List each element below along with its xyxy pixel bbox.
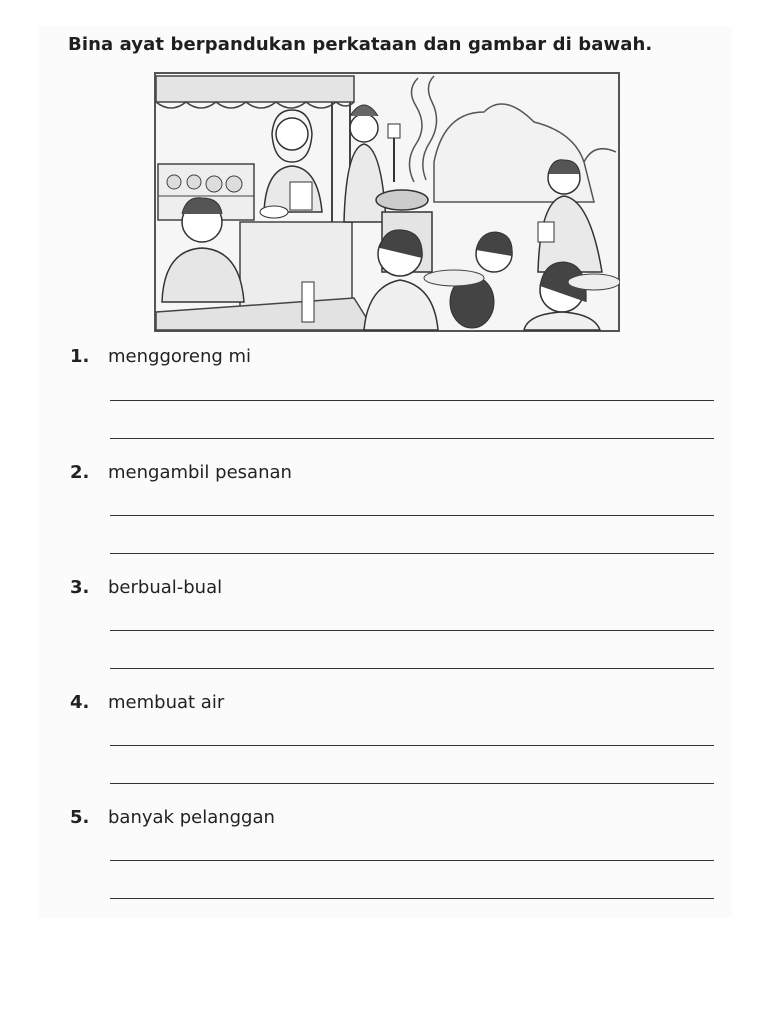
answer-line[interactable] [110, 783, 714, 784]
question-number: 5. [70, 807, 90, 828]
question-phrase: banyak pelanggan [108, 807, 275, 828]
question-number: 3. [70, 577, 90, 598]
answer-line[interactable] [110, 630, 714, 631]
answer-line[interactable] [110, 898, 714, 899]
question-number: 4. [70, 692, 90, 713]
question-number: 1. [70, 346, 90, 367]
answer-line[interactable] [110, 515, 714, 516]
answer-line[interactable] [110, 553, 714, 554]
question-number: 2. [70, 462, 90, 483]
answer-line[interactable] [110, 745, 714, 746]
question-phrase: menggoreng mi [108, 346, 252, 367]
answer-line[interactable] [110, 668, 714, 669]
question-phrase: mengambil pesanan [108, 462, 292, 483]
answer-line[interactable] [110, 400, 714, 401]
instruction-heading: Bina ayat berpandukan perkataan dan gambar di bawah. [68, 34, 653, 55]
question-phrase: membuat air [108, 692, 225, 713]
answer-line[interactable] [110, 438, 714, 439]
market-stall-scene-icon [154, 72, 620, 332]
answer-line[interactable] [110, 860, 714, 861]
question-phrase: berbual-bual [108, 577, 223, 598]
